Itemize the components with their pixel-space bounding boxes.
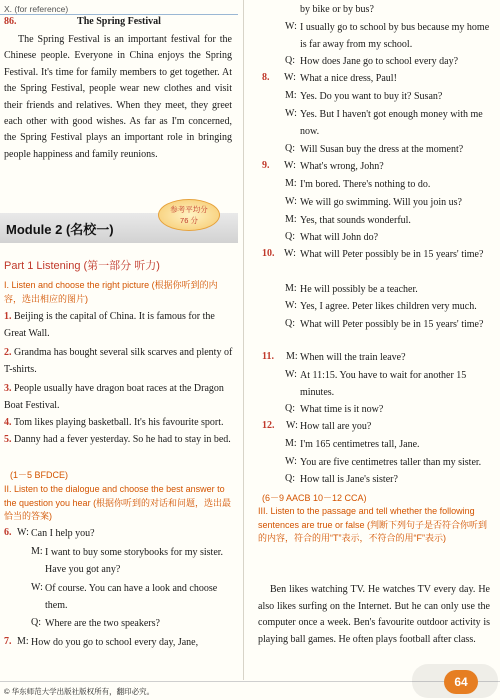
item-number: 2. <box>4 347 12 358</box>
question-number: 8. <box>262 72 270 83</box>
dialogue-line: You are five centimetres taller than my sister. <box>300 457 482 468</box>
dialogue-line: How do you go to school every day, Jane, <box>31 637 199 648</box>
speaker: M: <box>17 636 29 647</box>
item-text: Beijing is the capital of China. It is famous for the Great Wall. <box>4 311 215 339</box>
speaker: M: <box>285 283 297 294</box>
dialogue-line: by bike or by bus? <box>300 4 374 15</box>
section-2-heading: II. Listen to the dialogue and choose the best answer to the question you hear (根据你听到的对话和问题，选出最恰当的答案) <box>4 484 232 521</box>
speaker: Q: <box>285 403 295 414</box>
page-number: 64 <box>444 670 478 694</box>
essay-number: 86. <box>4 16 17 27</box>
speaker: W: <box>285 196 297 207</box>
part-title: Part 1 Listening (第一部分 听力) <box>4 260 160 272</box>
dialogue-line: How tall is Jane's sister? <box>300 474 398 485</box>
speaker: Q: <box>31 617 41 628</box>
speaker: W: <box>284 72 296 83</box>
dialogue-line: How tall are you? <box>300 421 372 432</box>
speaker: W: <box>17 527 29 538</box>
speaker: W: <box>284 248 296 259</box>
dialogue-line: We will go swimming. Will you join us? <box>300 197 462 208</box>
dialogue-line: He will possibly be a teacher. <box>300 284 418 295</box>
item-text: People usually have dragon boat races at the Dragon Boat Festival. <box>4 383 224 411</box>
section-3-heading: III. Listen to the passage and tell whether the following sentences are true or false (判断下列句子是否符合你听到的内容，符合的用“T”表示，不符合的用“F”表示) <box>258 506 488 543</box>
dialogue-line: What a nice dress, Paul! <box>300 73 397 84</box>
speaker: Q: <box>285 55 295 66</box>
answer-key: (1－5 BFDCE) <box>10 470 69 480</box>
question-number: 10. <box>262 248 275 259</box>
dialogue-line: Yes. But I haven't got enough money with me now. <box>300 109 483 137</box>
speaker: Q: <box>285 231 295 242</box>
dialogue-line: Yes, that sounds wonderful. <box>300 215 411 226</box>
module-title: Module 2 (名校一) <box>6 222 114 237</box>
dialogue-line: I'm bored. There's nothing to do. <box>300 179 431 190</box>
item-text: Grandma has bought several silk scarves and plenty of T-shirts. <box>4 347 233 375</box>
copyright: © 华东师范大学出版社版权所有，翻印必究。 <box>4 687 155 696</box>
dialogue-line: At 11:15. You have to wait for another 15 minutes. <box>300 370 467 398</box>
speaker: W: <box>285 456 297 467</box>
speaker: W: <box>286 420 298 431</box>
dialogue-line: What's wrong, John? <box>300 161 384 172</box>
list-item <box>4 308 236 342</box>
dialogue-line: I want to buy some storybooks for my sister. Have you got any? <box>45 547 224 575</box>
speaker: M: <box>285 90 297 101</box>
dialogue-line: Yes. Do you want to buy it? Susan? <box>300 91 443 102</box>
question-number: 12. <box>262 420 275 431</box>
speaker: W: <box>285 300 297 311</box>
speaker: W: <box>285 21 297 32</box>
dialogue-line: How does Jane go to school every day? <box>300 56 459 67</box>
dialogue-line: Can I help you? <box>31 528 95 539</box>
speaker: W: <box>284 160 296 171</box>
list-item <box>4 431 236 448</box>
badge-score: 76 分 <box>180 216 198 225</box>
speaker: Q: <box>285 143 295 154</box>
question-number: 9. <box>262 160 270 171</box>
speaker: W: <box>285 108 297 119</box>
question-number: 6. <box>4 527 12 538</box>
item-text: Danny had a fever yesterday. So he had to stay in bed. <box>14 434 231 445</box>
list-item <box>4 344 236 378</box>
list-item <box>4 380 236 414</box>
badge-label: 参考平均分 <box>170 205 208 214</box>
section-1-heading: I. Listen and choose the right picture (根据你听到的内容，选出相应的图片) <box>4 280 218 304</box>
speaker: M: <box>285 178 297 189</box>
divider <box>0 14 238 15</box>
dialogue-line: What will Peter possibly be in 15 years' time? <box>300 249 484 260</box>
dialogue-line: Where are the two speakers? <box>45 618 160 629</box>
list-item <box>4 414 236 431</box>
score-badge <box>158 199 220 231</box>
dialogue-line: Yes, I agree. Peter likes children very much. <box>300 301 477 312</box>
essay-text: The Spring Festival is an important festival for the Chinese people. Everyone in China enjoys the Spring Festival. It's time for family members to get together. At the Spring Festival, people wear new clothes and visit their friends and relatives. When they meet, they greet each other with good wishes. As far as I'm concerned, the Spring Festival plays an important role in bringing people happiness and family reunions. <box>4 34 232 160</box>
speaker: M: <box>31 546 43 557</box>
dialogue-line: Will Susan buy the dress at the moment? <box>300 144 464 155</box>
dialogue-line: I usually go to school by bus because my home is far away from my school. <box>300 22 490 50</box>
dialogue-line: What will Peter possibly be in 15 years' time? <box>300 319 484 330</box>
dialogue-line: I'm 165 centimetres tall, Jane. <box>300 439 420 450</box>
dialogue-line: Of course. You can have a look and choose them. <box>45 583 218 611</box>
speaker: M: <box>285 438 297 449</box>
dialogue-line: What time is it now? <box>300 404 384 415</box>
speaker: Q: <box>285 318 295 329</box>
essay-title: The Spring Festival <box>77 16 161 27</box>
answer-key: (6－9 AACB 10－12 CCA) <box>262 493 367 503</box>
item-text: Tom likes playing basketball. It's his favourite sport. <box>13 417 224 428</box>
speaker: W: <box>31 582 43 593</box>
item-number: 5. <box>4 434 12 445</box>
question-number: 11. <box>262 351 274 362</box>
item-number: 4. <box>4 417 12 428</box>
speaker: M: <box>286 351 298 362</box>
speaker: W: <box>285 369 297 380</box>
dialogue-line: What will John do? <box>300 232 379 243</box>
passage-text: Ben likes watching TV. He watches TV every day. He also likes surfing on the Internet. But he can only use the computer once a week. Ben's favourite outdoor activity is playing ball games. He often plays football after class. <box>258 584 490 645</box>
speaker: M: <box>285 214 297 225</box>
question-number: 7. <box>4 636 12 647</box>
speaker: Q: <box>285 473 295 484</box>
dialogue-line: When will the train leave? <box>300 352 406 363</box>
item-number: 3. <box>4 383 12 394</box>
item-number: 1. <box>4 311 12 322</box>
column-divider <box>243 0 244 680</box>
reference-label: X. (for reference) <box>4 4 69 14</box>
